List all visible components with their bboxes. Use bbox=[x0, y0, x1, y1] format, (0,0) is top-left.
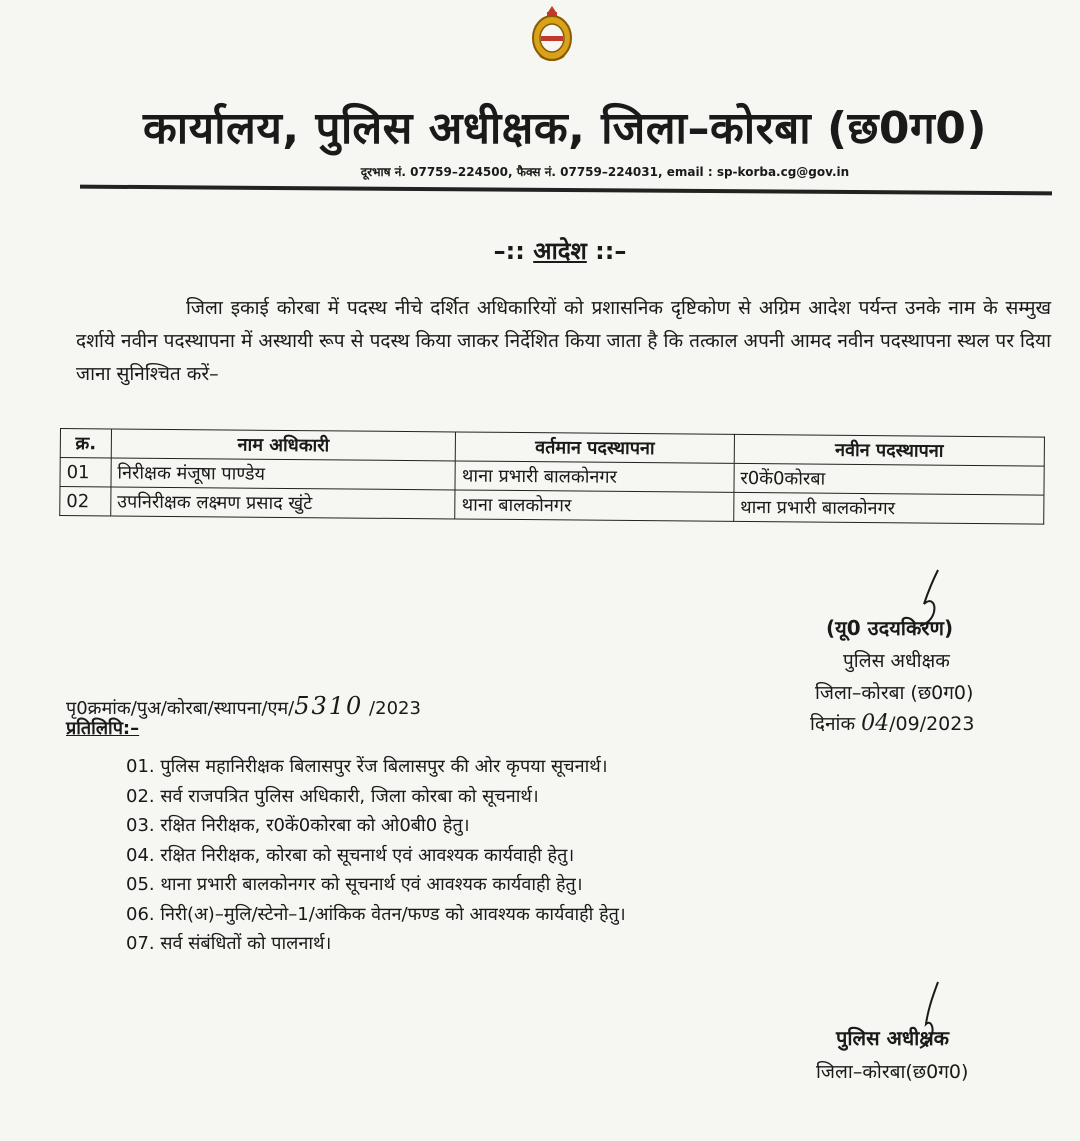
footer-post: पुलिस अधीक्षक bbox=[836, 1026, 950, 1050]
signatory-date: दिनांक 04/09/2023 bbox=[810, 711, 975, 736]
cell-current-posting: थाना बालकोनगर bbox=[455, 490, 734, 521]
list-item: 07. सर्व संबंधितों को पालनार्थ। bbox=[126, 933, 332, 954]
date-day-handwritten: 04 bbox=[861, 711, 890, 736]
column-header-serial: क्र. bbox=[60, 429, 111, 458]
order-heading-title: आदेश bbox=[533, 237, 587, 265]
signatory-name: (यू0 उदयकिरण) bbox=[826, 616, 954, 640]
list-item: 03. रक्षित निरीक्षक, र0कें0कोरबा को ओ0बी0 हेतु। bbox=[126, 815, 470, 836]
officers-table bbox=[59, 428, 1045, 525]
police-emblem-icon bbox=[528, 4, 576, 66]
cell-serial: 01 bbox=[60, 458, 111, 487]
list-item: 04. रक्षित निरीक्षक, कोरबा को सूचनार्थ एवं आवश्यक कार्यवाही हेतु। bbox=[126, 844, 575, 866]
reference-number: पृ0क्रमांक/पुअ/कोरबा/स्थापना/एम/5310 /2023 bbox=[66, 692, 421, 720]
cell-name: निरीक्षक मंजूषा पाण्डेय bbox=[111, 458, 456, 490]
list-item: 05. थाना प्रभारी बालकोनगर को सूचनार्थ एवं आवश्यक कार्यवाही हेतु। bbox=[126, 874, 583, 895]
order-heading: –:: आदेश ::– bbox=[493, 237, 627, 265]
footer-district: जिला–कोरबा(छ0ग0) bbox=[816, 1061, 969, 1083]
signatory-post: पुलिस अधीक्षक bbox=[843, 650, 950, 672]
column-header-new-posting: नवीन पदस्थापना bbox=[734, 434, 1044, 466]
cell-current-posting: थाना प्रभारी बालकोनगर bbox=[455, 461, 734, 492]
cell-new-posting: र0कें0कोरबा bbox=[734, 463, 1044, 495]
reference-number-handwritten: 5310 bbox=[294, 692, 364, 720]
column-header-current-posting: वर्तमान पदस्थापना bbox=[456, 432, 735, 463]
office-title: कार्यालय, पुलिस अधीक्षक, जिला–कोरबा (छ0ग0) bbox=[142, 103, 988, 154]
cell-serial: 02 bbox=[60, 487, 111, 516]
copy-to-label: प्रतिलिपि:– bbox=[66, 718, 140, 739]
header-divider bbox=[80, 185, 1052, 196]
cell-name: उपनिरीक्षक लक्ष्मण प्रसाद खुंटे bbox=[111, 487, 456, 519]
list-item: 01. पुलिस महानिरीक्षक बिलासपुर रेंज बिलासपुर की ओर कृपया सूचनार्थ। bbox=[126, 756, 608, 777]
list-item: 06. निरी(अ)–मुलि/स्टेनो–1/आंकिक वेतन/फण्ड को आवश्यक कार्यवाही हेतु। bbox=[126, 903, 626, 925]
cell-new-posting: थाना प्रभारी बालकोनगर bbox=[734, 492, 1044, 524]
signatory-district: जिला–कोरबा (छ0ग0) bbox=[815, 682, 974, 704]
order-body: जिला इकाई कोरबा में पदस्थ नीचे दर्शित अधिकारियों को प्रशासनिक दृष्टिकोण से अग्रिम आदेश पर्यन्त उनके नाम के सम्मुख दर्शाये नवीन पदस्थापना में अस्थायी रूप से पदस्थ किया जाकर निर्देशित किया जाता है कि तत्काल अपनी आमद नवीन पदस्थापना स्थल पर दिया जाना सुनिश्चित करें– bbox=[76, 297, 1051, 385]
column-header-name: नाम अधिकारी bbox=[111, 429, 456, 461]
list-item: 02. सर्व राजपत्रित पुलिस अधिकारी, जिला कोरबा को सूचनार्थ। bbox=[126, 785, 539, 807]
copy-to-list bbox=[126, 752, 626, 959]
contact-line: दूरभाष नं. 07759–224500, फैक्स नं. 07759–224031, email : sp-korba.cg@gov.in bbox=[360, 165, 850, 179]
